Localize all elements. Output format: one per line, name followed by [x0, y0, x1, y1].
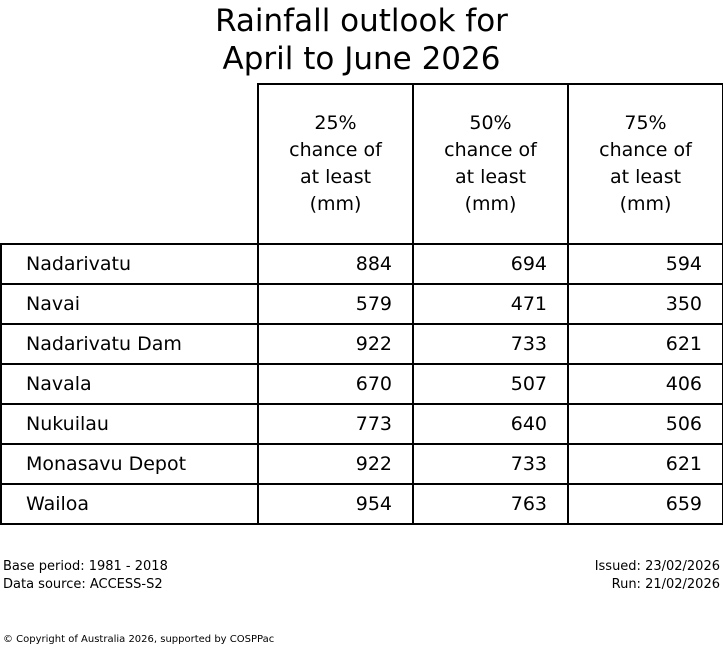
row-place: Wailoa [1, 484, 258, 524]
row-place: Nukuilau [1, 404, 258, 444]
data-source-note: Data source: ACCESS-S2 [3, 577, 163, 592]
header-col-50 [413, 84, 568, 244]
header-col-50-line3: at least [454, 166, 527, 188]
table-row [1, 244, 723, 284]
row-place: Navai [1, 284, 258, 324]
header-col-75-line4: (mm) [619, 193, 672, 215]
title-line-2: April to June 2026 [222, 41, 501, 77]
row-place: Navala [1, 364, 258, 404]
header-col-75-line3: at least [609, 166, 682, 188]
row-p50: 507 [413, 364, 568, 404]
header-col-25-line1: 25% [314, 112, 357, 134]
row-place: Nadarivatu Dam [1, 324, 258, 364]
table-row [1, 324, 723, 364]
table-row [1, 484, 723, 524]
header-col-25-line4: (mm) [309, 193, 362, 215]
outlook-table-container [0, 83, 723, 525]
row-p75: 594 [568, 244, 723, 284]
header-col-50-line4: (mm) [464, 193, 517, 215]
header-corner-cell [1, 84, 258, 244]
row-p25: 954 [258, 484, 413, 524]
row-p75: 506 [568, 404, 723, 444]
table-body [1, 244, 723, 524]
row-p75: 621 [568, 444, 723, 484]
table-header-row [1, 84, 723, 244]
base-period-note: Base period: 1981 - 2018 [3, 559, 168, 574]
header-col-75 [568, 84, 723, 244]
page-title [0, 0, 723, 78]
row-p75: 350 [568, 284, 723, 324]
table-row [1, 444, 723, 484]
header-col-25 [258, 84, 413, 244]
title-line-1: Rainfall outlook for [215, 3, 508, 39]
row-p50: 763 [413, 484, 568, 524]
row-p75: 406 [568, 364, 723, 404]
header-col-25-line2: chance of [289, 139, 382, 161]
row-p50: 694 [413, 244, 568, 284]
rainfall-outlook-table [0, 83, 723, 525]
row-p50: 471 [413, 284, 568, 324]
table-row [1, 364, 723, 404]
table-row [1, 404, 723, 444]
row-place: Monasavu Depot [1, 444, 258, 484]
row-p75: 659 [568, 484, 723, 524]
row-p50: 733 [413, 324, 568, 364]
row-p25: 884 [258, 244, 413, 284]
row-p50: 640 [413, 404, 568, 444]
copyright-note: © Copyright of Australia 2026, supported by COSPPac [3, 634, 275, 645]
row-place: Nadarivatu [1, 244, 258, 284]
run-note: Run: 21/02/2026 [611, 577, 720, 592]
header-col-50-line1: 50% [469, 112, 512, 134]
footer-notes [0, 558, 723, 594]
header-col-75-line2: chance of [599, 139, 692, 161]
row-p25: 922 [258, 324, 413, 364]
row-p25: 922 [258, 444, 413, 484]
row-p25: 773 [258, 404, 413, 444]
table-row [1, 284, 723, 324]
row-p50: 733 [413, 444, 568, 484]
issued-note: Issued: 23/02/2026 [594, 559, 720, 574]
header-col-75-line1: 75% [624, 112, 667, 134]
row-p75: 621 [568, 324, 723, 364]
row-p25: 579 [258, 284, 413, 324]
row-p25: 670 [258, 364, 413, 404]
header-col-25-line3: at least [299, 166, 372, 188]
header-col-50-line2: chance of [444, 139, 537, 161]
